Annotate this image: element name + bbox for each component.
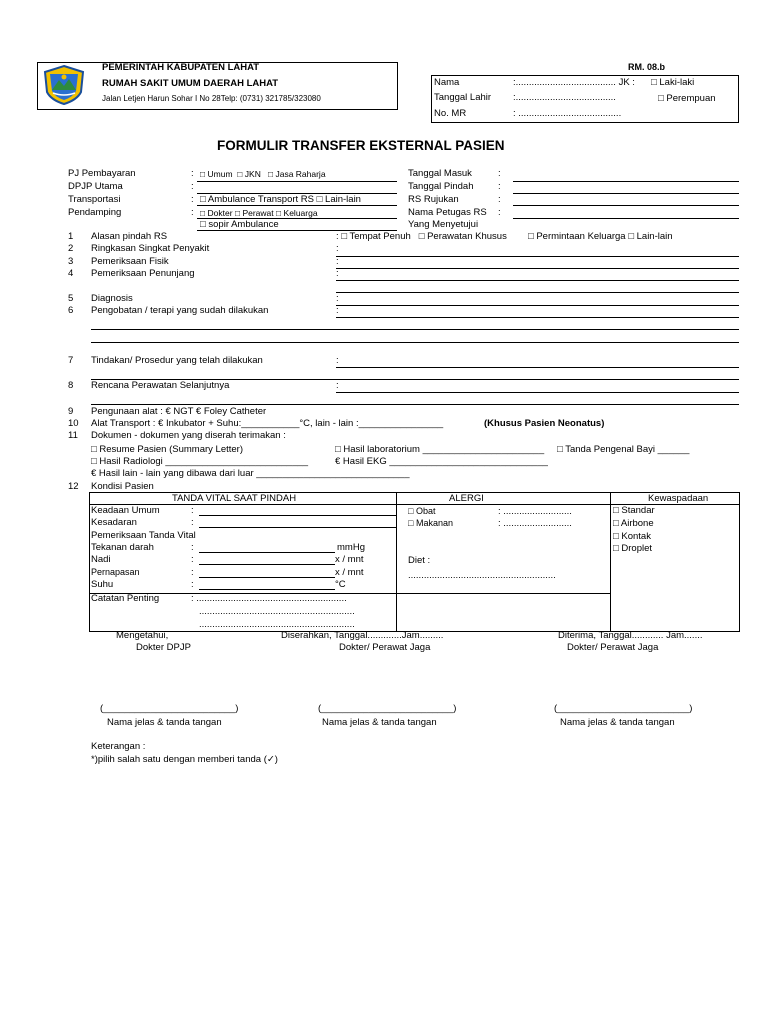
checkbox-icon: □ bbox=[200, 194, 206, 205]
logo-emblem-icon bbox=[41, 64, 87, 106]
rs-rujukan-label: RS Rujukan bbox=[408, 194, 459, 205]
checkbox-icon: □ bbox=[200, 208, 206, 218]
laki-laki-option[interactable]: □ Laki-laki bbox=[651, 77, 695, 88]
hasil-lain-option[interactable]: € Hasil lain - lain yang dibawa dari luar _____________________________ bbox=[91, 468, 410, 479]
suhu-line[interactable] bbox=[199, 589, 335, 590]
alasan-options[interactable]: : □ Tempat Penuh □ Perawatan Khusus □ Permintaan Keluarga □ Lain-lain bbox=[336, 231, 673, 242]
item-number: 9 bbox=[68, 406, 74, 417]
makanan-field[interactable]: : .......................... bbox=[498, 518, 572, 529]
diet-field[interactable]: ........................................................ bbox=[408, 570, 556, 581]
checkbox-icon: □ bbox=[651, 77, 657, 88]
nama-jelas-1: Nama jelas & tanda tangan bbox=[107, 717, 222, 728]
diterima-label: Diterima, Tanggal............ Jam....... bbox=[558, 630, 703, 641]
obat-option[interactable]: □ Obat bbox=[408, 506, 436, 516]
signature-line-3[interactable]: (_________________________) bbox=[554, 703, 693, 714]
item-alat[interactable]: Pengunaan alat : € NGT € Foley Catheter bbox=[91, 406, 267, 417]
checkbox-icon: □ bbox=[613, 543, 619, 554]
colon: : bbox=[191, 517, 194, 528]
checkbox-icon: □ bbox=[267, 169, 274, 179]
pengobatan-line-3[interactable] bbox=[91, 342, 739, 343]
item-number: 7 bbox=[68, 355, 74, 366]
colon: : bbox=[191, 207, 194, 218]
makanan-option[interactable]: □ Makanan bbox=[408, 518, 453, 528]
tgl-masuk-line[interactable] bbox=[513, 181, 739, 182]
penunjang-line[interactable] bbox=[336, 280, 739, 281]
page-title: FORMULIR TRANSFER EKSTERNAL PASIEN bbox=[217, 138, 505, 153]
keterangan-label: Keterangan : bbox=[91, 741, 146, 752]
standar-option[interactable]: □ Standar bbox=[613, 505, 655, 516]
checkbox-icon: □ bbox=[200, 169, 206, 179]
petugas-line[interactable] bbox=[513, 218, 739, 219]
keadaan-label: Keadaan Umum bbox=[91, 505, 160, 516]
colon: : bbox=[498, 168, 501, 179]
item-kondisi: Kondisi Pasien bbox=[91, 481, 154, 492]
bayi-option[interactable]: □ Tanda Pengenal Bayi ______ bbox=[557, 444, 690, 455]
checkbox-icon: □ bbox=[91, 456, 97, 467]
checkbox-icon: □ bbox=[418, 231, 425, 242]
radiologi-option[interactable]: □ Hasil Radiologi ___________________________ bbox=[91, 456, 309, 467]
tindakan-line[interactable] bbox=[336, 367, 739, 368]
vital-header: TANDA VITAL SAAT PINDAH bbox=[172, 493, 297, 504]
perawat-jaga-2-label: Dokter/ Perawat Jaga bbox=[567, 642, 659, 653]
pernapasan-line[interactable] bbox=[199, 577, 335, 578]
checkbox-icon: □ bbox=[237, 169, 243, 179]
checkbox-icon: □ bbox=[341, 231, 348, 242]
item-diagnosis: Diagnosis bbox=[91, 293, 133, 304]
droplet-option[interactable]: □ Droplet bbox=[613, 543, 653, 554]
sopir-option[interactable]: □ sopir Ambulance bbox=[200, 219, 279, 230]
menyetujui-label: Yang Menyetujui bbox=[408, 219, 479, 230]
colon: : bbox=[498, 194, 501, 205]
perawat-jaga-1-label: Dokter/ Perawat Jaga bbox=[339, 642, 431, 653]
checkbox-icon: □ bbox=[234, 208, 241, 218]
pj-line bbox=[197, 181, 397, 182]
hospital-name: RUMAH SAKIT UMUM DAERAH LAHAT bbox=[102, 78, 279, 89]
item-alasan: Alasan pindah RS bbox=[91, 231, 168, 242]
colon: : bbox=[336, 355, 339, 366]
checkbox-icon: □ bbox=[557, 444, 563, 455]
checkbox-icon: □ bbox=[628, 231, 634, 242]
checkbox-icon: □ bbox=[408, 518, 414, 528]
rs-rujukan-line[interactable] bbox=[513, 205, 739, 206]
diagnosis-line[interactable] bbox=[336, 305, 739, 306]
colon: : bbox=[191, 181, 194, 192]
suhu-unit: °C bbox=[335, 579, 346, 590]
kewaspadaan-header: Kewaspadaan bbox=[648, 493, 709, 504]
item-transport[interactable]: Alat Transport : € Inkubator + Suhu:___________°C, lain - lain :________________ bbox=[91, 418, 444, 429]
rm-code: RM. 08.b bbox=[628, 62, 666, 72]
ekg-option[interactable]: € Hasil EKG ______________________________ bbox=[335, 456, 548, 467]
checkbox-icon: □ bbox=[316, 194, 323, 205]
colon: : bbox=[191, 542, 194, 553]
checkbox-icon: □ bbox=[613, 505, 619, 516]
colon: : bbox=[336, 268, 339, 279]
nomr-field[interactable]: : ....................................... bbox=[513, 108, 622, 119]
catatan-label: Catatan Penting bbox=[91, 593, 160, 604]
tekanan-line[interactable] bbox=[199, 552, 335, 553]
item-number: 11 bbox=[68, 430, 78, 441]
colon: : bbox=[191, 567, 194, 578]
nadi-line[interactable] bbox=[199, 564, 335, 565]
alergi-header: ALERGI bbox=[449, 493, 484, 504]
keterangan-text: *)pilih salah satu dengan memberi tanda (✓) bbox=[91, 754, 278, 765]
colon: : bbox=[498, 207, 501, 218]
kontak-option[interactable]: □ Kontak bbox=[613, 531, 651, 542]
perempuan-option[interactable]: □ Perempuan bbox=[658, 93, 716, 104]
pj-options[interactable]: □ Umum □ JKN □ Jasa Raharja bbox=[200, 169, 326, 179]
catatan-dots-2[interactable]: ........................................................... bbox=[199, 606, 355, 617]
colon: : bbox=[336, 293, 339, 304]
item-rencana: Rencana Perawatan Selanjutnya bbox=[91, 380, 230, 391]
transport-label: Transportasi bbox=[68, 194, 121, 205]
gov-name: PEMERINTAH KABUPATEN LAHAT bbox=[102, 62, 260, 73]
colon: : bbox=[191, 579, 194, 590]
mengetahui-label: Mengetahui, bbox=[116, 630, 169, 641]
catatan-dots-1[interactable]: : ......................................................... bbox=[191, 593, 347, 604]
item-number: 2 bbox=[68, 243, 74, 254]
fisik-line[interactable] bbox=[336, 268, 739, 269]
item-number: 10 bbox=[68, 418, 79, 429]
checkbox-icon: □ bbox=[613, 531, 619, 542]
item-number: 1 bbox=[68, 231, 74, 242]
item-number: 8 bbox=[68, 380, 74, 391]
checkbox-icon: □ bbox=[613, 518, 619, 529]
pernapasan-label: Pernapasan bbox=[91, 567, 140, 577]
item-number: 4 bbox=[68, 268, 74, 279]
pj-label: PJ Pembayaran bbox=[68, 168, 136, 179]
pengobatan-line[interactable] bbox=[336, 317, 739, 318]
item-tindakan: Tindakan/ Prosedur yang telah dilakukan bbox=[91, 355, 263, 366]
catatan-dots-3[interactable]: ........................................................... bbox=[199, 619, 355, 630]
transport-line bbox=[197, 205, 397, 206]
tgl-masuk-label: Tanggal Masuk bbox=[408, 168, 472, 179]
checkbox-icon: □ bbox=[200, 219, 206, 230]
penunjang-line-2[interactable] bbox=[336, 292, 739, 293]
airbone-option[interactable]: □ Airbone bbox=[613, 518, 654, 529]
checkbox-icon: □ bbox=[335, 444, 341, 455]
kesadaran-label: Kesadaran bbox=[91, 517, 137, 528]
item-fisik: Pemeriksaan Fisik bbox=[91, 256, 169, 267]
colon: : bbox=[191, 194, 194, 205]
suhu-label: Suhu bbox=[91, 579, 114, 590]
colon: : bbox=[336, 380, 339, 391]
item-number: 3 bbox=[68, 256, 74, 267]
colon: : bbox=[498, 181, 501, 192]
hospital-address: Jalan Letjen Harun Sohar I No 28Telp: (0731) 321785/323080 bbox=[102, 94, 321, 103]
item-number: 6 bbox=[68, 305, 74, 316]
checkbox-icon: □ bbox=[527, 231, 534, 242]
lab-option[interactable]: □ Hasil laboratorium _______________________ bbox=[335, 444, 545, 455]
kesadaran-line[interactable] bbox=[199, 527, 396, 528]
item-ringkasan: Ringkasan Singkat Penyakit bbox=[91, 243, 210, 254]
checkbox-icon: □ bbox=[408, 506, 414, 516]
signature-line-1[interactable]: (_________________________) bbox=[100, 703, 239, 714]
pengobatan-line-2[interactable] bbox=[91, 329, 739, 330]
tgl-pindah-line[interactable] bbox=[513, 193, 739, 194]
petugas-label: Nama Petugas RS bbox=[408, 207, 487, 218]
pendamping-label: Pendamping bbox=[68, 207, 122, 218]
dokter-dpjp-label: Dokter DPJP bbox=[136, 642, 191, 653]
checkbox-icon: □ bbox=[658, 93, 664, 104]
rencana-line[interactable] bbox=[336, 392, 739, 393]
nama-label: Nama bbox=[434, 77, 460, 88]
ringkasan-line[interactable] bbox=[336, 256, 739, 257]
dpjp-label: DPJP Utama bbox=[68, 181, 123, 192]
pendamping-options[interactable]: □ Dokter □ Perawat □ Keluarga bbox=[200, 208, 318, 218]
item-dokumen: Dokumen - dokumen yang diserah terimakan : bbox=[91, 430, 286, 441]
colon: : bbox=[191, 554, 194, 565]
mmhg-unit: mmHg bbox=[337, 542, 365, 553]
tgl-lahir-field[interactable]: :...................................... bbox=[513, 92, 616, 103]
colon: : bbox=[191, 168, 194, 179]
logo bbox=[41, 64, 87, 106]
signature-line-2[interactable]: (_________________________) bbox=[318, 703, 457, 714]
item-number: 12 bbox=[68, 481, 79, 492]
rencana-line-2[interactable] bbox=[91, 404, 739, 405]
tgl-lahir-label: Tanggal Lahir bbox=[434, 92, 492, 103]
colon: : bbox=[336, 305, 339, 316]
transport-options[interactable]: □ Ambulance Transport RS □ Lain-lain bbox=[200, 194, 361, 205]
nama-jelas-2: Nama jelas & tanda tangan bbox=[322, 717, 437, 728]
colon: : bbox=[336, 243, 339, 254]
nama-field[interactable]: :...................................... JK : bbox=[513, 77, 635, 88]
nomr-label: No. MR bbox=[434, 108, 467, 119]
item-number: 5 bbox=[68, 293, 74, 304]
diet-label: Diet : bbox=[408, 555, 431, 566]
colon: : bbox=[191, 505, 194, 516]
tekanan-label: Tekanan darah bbox=[91, 542, 154, 553]
keadaan-line[interactable] bbox=[199, 515, 396, 516]
tgl-pindah-label: Tanggal Pindah bbox=[408, 181, 474, 192]
resume-option[interactable]: □ Resume Pasien (Summary Letter) bbox=[91, 444, 243, 455]
checkbox-icon: □ bbox=[91, 444, 97, 455]
pemeriksaan-label: Pemeriksaan Tanda Vital bbox=[91, 530, 196, 541]
item-penunjang: Pemeriksaan Penunjang bbox=[91, 268, 195, 279]
colon: : bbox=[336, 256, 339, 267]
nadi-unit: x / mnt bbox=[335, 554, 364, 565]
obat-field[interactable]: : .......................... bbox=[498, 506, 572, 517]
nama-jelas-3: Nama jelas & tanda tangan bbox=[560, 717, 675, 728]
pernapasan-unit: x / mnt bbox=[335, 567, 364, 578]
nadi-label: Nadi bbox=[91, 554, 111, 565]
diserahkan-label: Diserahkan, Tanggal.............Jam......... bbox=[281, 630, 444, 641]
neonatus-note: (Khusus Pasien Neonatus) bbox=[484, 418, 605, 429]
checkbox-icon: □ bbox=[276, 208, 282, 218]
item-pengobatan: Pengobatan / terapi yang sudah dilakukan bbox=[91, 305, 269, 316]
